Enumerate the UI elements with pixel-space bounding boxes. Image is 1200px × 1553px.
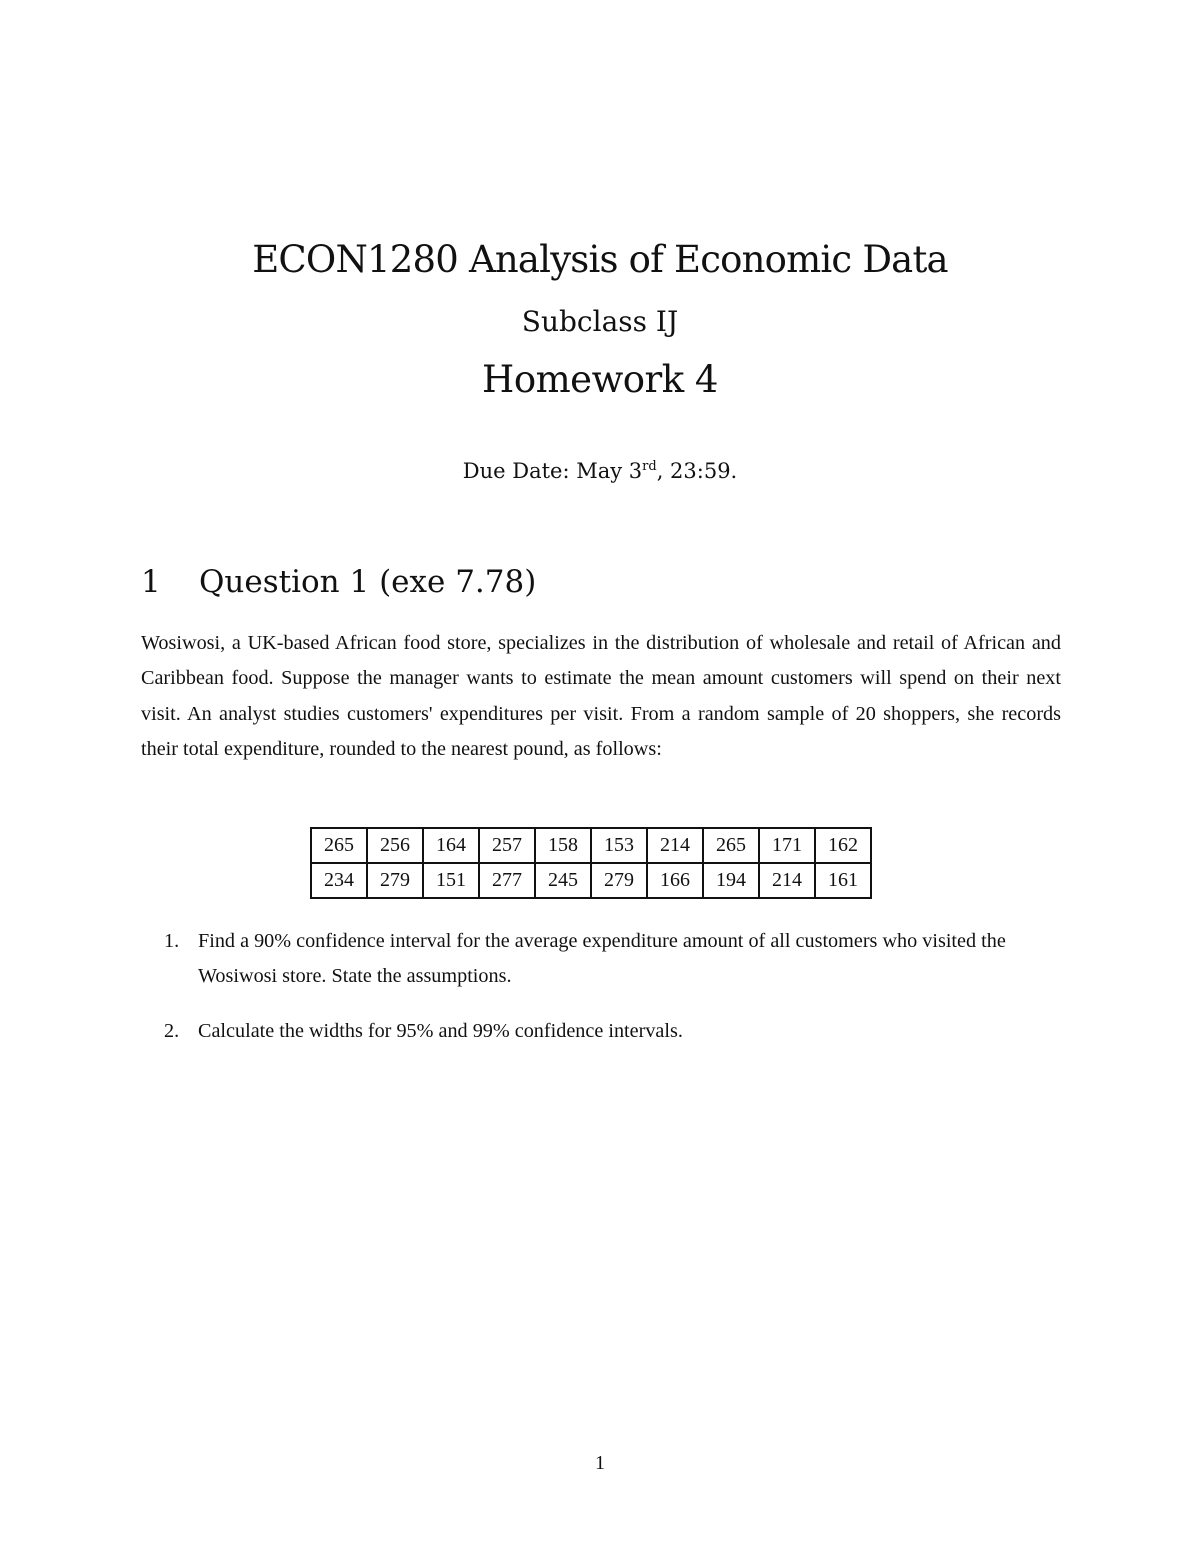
table-cell: 158 bbox=[535, 828, 591, 863]
question-number: 2. bbox=[164, 1019, 180, 1042]
list-item bbox=[160, 1014, 1060, 1049]
table-cell: 161 bbox=[815, 863, 871, 898]
table-cell: 214 bbox=[647, 828, 703, 863]
question-text: Calculate the widths for 95% and 99% confidence intervals. bbox=[198, 1019, 683, 1042]
page-number: 1 bbox=[595, 1452, 605, 1474]
table-cell: 256 bbox=[367, 828, 423, 863]
due-date bbox=[0, 455, 1200, 487]
list-item bbox=[160, 924, 1060, 995]
document-subclass: Subclass IJ bbox=[521, 305, 679, 338]
table-row bbox=[311, 828, 871, 863]
table-cell: 265 bbox=[703, 828, 759, 863]
questions-list bbox=[160, 924, 1060, 1068]
due-date-rest: , 23:59. bbox=[656, 459, 738, 483]
due-date-prefix: Due Date: May 3 bbox=[462, 459, 643, 483]
table-cell: 245 bbox=[535, 863, 591, 898]
expenditure-table bbox=[310, 827, 872, 899]
section-number: 1 bbox=[141, 564, 161, 600]
table-cell: 277 bbox=[479, 863, 535, 898]
table-cell: 279 bbox=[367, 863, 423, 898]
table-cell: 279 bbox=[591, 863, 647, 898]
table-cell: 265 bbox=[311, 828, 367, 863]
table-cell: 166 bbox=[647, 863, 703, 898]
table-cell: 151 bbox=[423, 863, 479, 898]
table-cell: 162 bbox=[815, 828, 871, 863]
section-heading bbox=[141, 560, 536, 604]
table-cell: 194 bbox=[703, 863, 759, 898]
question-number: 1. bbox=[164, 930, 180, 952]
due-date-ordinal: rd bbox=[642, 459, 657, 474]
table-row bbox=[311, 863, 871, 898]
table-cell: 214 bbox=[759, 863, 815, 898]
table-cell: 257 bbox=[479, 828, 535, 863]
intro-paragraph: Wosiwosi, a UK-based African food store, specializes in the distribution of wholesale and retail of African and Caribbean food. Suppose the manager wants to estimate the mean amount customers will spend on their next visit. An analyst studies customers' expenditures per visit. From a random sample of 20 shoppers, she records their total expenditure, rounded to the nearest pound, as follows: bbox=[141, 632, 1061, 761]
table-cell: 234 bbox=[311, 863, 367, 898]
table-cell: 171 bbox=[759, 828, 815, 863]
document-title: ECON1280 Analysis of Economic Data bbox=[252, 238, 948, 281]
section-title: Question 1 (exe 7.78) bbox=[199, 564, 537, 600]
table-cell: 153 bbox=[591, 828, 647, 863]
table-cell: 164 bbox=[423, 828, 479, 863]
homework-title: Homework 4 bbox=[482, 358, 718, 401]
question-text: Find a 90% confidence interval for the average expenditure amount of all customers who visited the Wosiwosi store. State the assumptions. bbox=[198, 930, 1006, 988]
